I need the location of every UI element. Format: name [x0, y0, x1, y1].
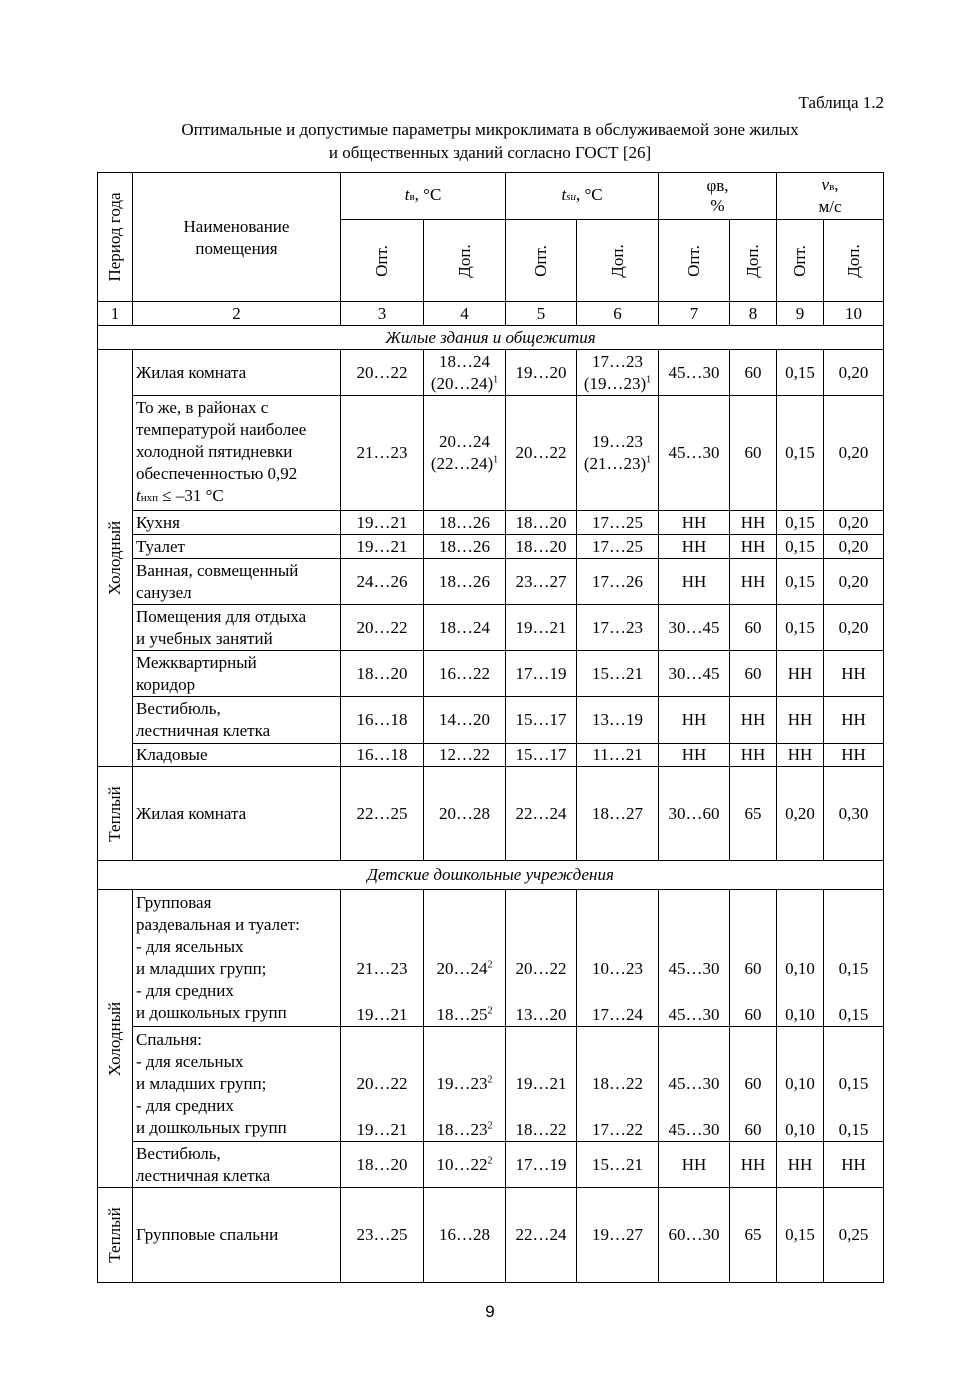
- cell: НН: [659, 1142, 730, 1188]
- cell: 0,15: [777, 535, 824, 559]
- table-row: [98, 511, 884, 535]
- header-t-in: tв, °С: [341, 173, 506, 220]
- cell: 17…19: [506, 1142, 577, 1188]
- cell: 23…27: [506, 559, 577, 605]
- cell: НН: [659, 535, 730, 559]
- header-opt: Опт.: [341, 220, 424, 302]
- cell: НН: [659, 697, 730, 744]
- section-title: Детские дошкольные учреждения: [98, 861, 884, 890]
- cell: 18…26: [424, 535, 506, 559]
- header-dop: Доп.: [730, 220, 777, 302]
- period-cold: Холодный: [98, 350, 133, 767]
- cell: 60…30: [659, 1188, 730, 1283]
- header-dop: Доп.: [424, 220, 506, 302]
- cell: 18…27: [577, 767, 659, 861]
- room-name: То же, в районах с температурой наиболее холодной пятидневки обеспеченностью 0,92 tнхп ≤ –31 °С: [133, 396, 341, 511]
- column-number: 3: [341, 302, 424, 326]
- cell: 22…24: [506, 1188, 577, 1283]
- cell: 16…28: [424, 1188, 506, 1283]
- cell: НН: [824, 744, 884, 767]
- column-number: 7: [659, 302, 730, 326]
- column-numbers-row: [98, 302, 884, 326]
- cell: 0,10 0,10: [777, 890, 824, 1027]
- cell: НН: [777, 1142, 824, 1188]
- cell: $10\dots 22^2$: [424, 1142, 506, 1188]
- table-row: [98, 1142, 884, 1188]
- cell: 0,30: [824, 767, 884, 861]
- cell: 15…21: [577, 1142, 659, 1188]
- cell: 19…27: [577, 1188, 659, 1283]
- cell: 0,20: [824, 350, 884, 396]
- cell: 45…30: [659, 350, 730, 396]
- cell: 10…23 17…24: [577, 890, 659, 1027]
- table-title-line-1: Оптимальные и допустимые параметры микроклимата в обслуживаемой зоне жилых: [181, 120, 799, 139]
- room-name: Вестибюль, лестничная клетка: [133, 1142, 341, 1188]
- cell: НН: [730, 697, 777, 744]
- room-name: Кухня: [133, 511, 341, 535]
- table-title-line-2: и общественных зданий согласно ГОСТ [26]: [328, 143, 652, 162]
- cell: 0,25: [824, 1188, 884, 1283]
- header-t-su: tsu, °С: [506, 173, 659, 220]
- table-row: [98, 559, 884, 605]
- cell: НН: [730, 511, 777, 535]
- cell: 18…26: [424, 511, 506, 535]
- header-opt: Опт.: [506, 220, 577, 302]
- cell: 0,15: [777, 350, 824, 396]
- cell: 16…18: [341, 744, 424, 767]
- header-humidity: φв, %: [659, 173, 777, 220]
- cell: 14…20: [424, 697, 506, 744]
- cell: НН: [824, 1142, 884, 1188]
- cell: 24…26: [341, 559, 424, 605]
- cell: 21…23 19…21: [341, 890, 424, 1027]
- cell: 21…23: [341, 396, 424, 511]
- cell: 17…19: [506, 651, 577, 697]
- cell: НН: [659, 511, 730, 535]
- cell: 0,20: [777, 767, 824, 861]
- cell: НН: [659, 559, 730, 605]
- column-number: 9: [777, 302, 824, 326]
- period-warm: Теплый: [98, 1188, 133, 1283]
- cell: 0,15: [777, 1188, 824, 1283]
- room-name: Групповая раздевальная и туалет: - для ясельных и младших групп; - для средних и дошкольных групп: [133, 890, 341, 1027]
- cell: 20…22: [341, 350, 424, 396]
- table-row: [98, 350, 884, 396]
- period-cold: Холодный: [98, 890, 133, 1188]
- cell: 19…21: [341, 535, 424, 559]
- page-number: 9: [485, 1302, 495, 1321]
- period-warm: Теплый: [98, 767, 133, 861]
- cell: 17…23 (19…23)$^1$: [577, 350, 659, 396]
- room-name: Жилая комната: [133, 767, 341, 861]
- cell: 65: [730, 767, 777, 861]
- table-title: [97, 118, 883, 164]
- cell: 18…24: [424, 605, 506, 651]
- cell: 0,20: [824, 511, 884, 535]
- cell: 22…25: [341, 767, 424, 861]
- cell: 17…23: [577, 605, 659, 651]
- cell: 0,20: [824, 605, 884, 651]
- table-row: [98, 651, 884, 697]
- cell: 30…45: [659, 605, 730, 651]
- cell: 45…30 45…30: [659, 890, 730, 1027]
- header-period: Период года: [98, 173, 133, 302]
- section-row: [98, 326, 884, 350]
- cell: 60 60: [730, 1027, 777, 1142]
- cell: НН: [777, 744, 824, 767]
- header-opt: Опт.: [659, 220, 730, 302]
- cell: 18…24 (20…24)$^1$: [424, 350, 506, 396]
- cell: 20…24 (22…24)$^1$: [424, 396, 506, 511]
- room-name: Жилая комната: [133, 350, 341, 396]
- cell: НН: [730, 559, 777, 605]
- table-row: [98, 744, 884, 767]
- cell: 17…25: [577, 535, 659, 559]
- cell: НН: [730, 1142, 777, 1188]
- cell: 17…26: [577, 559, 659, 605]
- cell: 0,20: [824, 535, 884, 559]
- table-number: Таблица 1.2: [798, 93, 884, 112]
- table-row: [98, 605, 884, 651]
- cell: 23…25: [341, 1188, 424, 1283]
- column-number: 1: [98, 302, 133, 326]
- room-name: Туалет: [133, 535, 341, 559]
- cell: 19…21: [341, 511, 424, 535]
- room-name: Помещения для отдыха и учебных занятий: [133, 605, 341, 651]
- cell: НН: [824, 697, 884, 744]
- cell: 65: [730, 1188, 777, 1283]
- table-row: [98, 1188, 884, 1283]
- cell: 0,15 0,15: [824, 1027, 884, 1142]
- header-name: Наименование помещения: [133, 173, 341, 302]
- table-row: [98, 535, 884, 559]
- header-dop: Доп.: [824, 220, 884, 302]
- cell: 11…21: [577, 744, 659, 767]
- cell: 18…20: [506, 511, 577, 535]
- cell: $20\dots 24^2$ $18\dots 25^2$: [424, 890, 506, 1027]
- header-dop: Доп.: [577, 220, 659, 302]
- cell: НН: [730, 535, 777, 559]
- table-row: [98, 767, 884, 861]
- cell: 19…23 (21…23)$^1$: [577, 396, 659, 511]
- cell: 17…25: [577, 511, 659, 535]
- cell: 20…22: [341, 605, 424, 651]
- cell: 60: [730, 651, 777, 697]
- cell: 22…24: [506, 767, 577, 861]
- cell: 0,20: [824, 559, 884, 605]
- cell: 19…20: [506, 350, 577, 396]
- cell: 30…45: [659, 651, 730, 697]
- column-number: 6: [577, 302, 659, 326]
- room-name: Ванная, совмещенный санузел: [133, 559, 341, 605]
- cell: 30…60: [659, 767, 730, 861]
- cell: 15…17: [506, 697, 577, 744]
- cell: 0,10 0,10: [777, 1027, 824, 1142]
- room-name: Межквартирный коридор: [133, 651, 341, 697]
- cell: 12…22: [424, 744, 506, 767]
- cell: 20…22 19…21: [341, 1027, 424, 1142]
- room-name: Групповые спальни: [133, 1188, 341, 1283]
- cell: 15…17: [506, 744, 577, 767]
- cell: 20…28: [424, 767, 506, 861]
- cell: 0,20: [824, 396, 884, 511]
- room-name: Вестибюль, лестничная клетка: [133, 697, 341, 744]
- header-velocity: vв, м/с: [777, 173, 884, 220]
- cell: 18…20: [341, 1142, 424, 1188]
- cell: 45…30 45…30: [659, 1027, 730, 1142]
- cell: 19…21 18…22: [506, 1027, 577, 1142]
- cell: НН: [730, 744, 777, 767]
- cell: 16…18: [341, 697, 424, 744]
- cell: 0,15: [777, 511, 824, 535]
- cell: 18…26: [424, 559, 506, 605]
- microclimate-table: [97, 172, 884, 1283]
- cell: 15…21: [577, 651, 659, 697]
- cell: 0,15: [777, 396, 824, 511]
- cell: $19\dots 23^2$ $18\dots 23^2$: [424, 1027, 506, 1142]
- header-row-1: [98, 173, 884, 220]
- cell: 60: [730, 396, 777, 511]
- table-row: [98, 890, 884, 1027]
- section-title: Жилые здания и общежития: [98, 326, 884, 350]
- cell: 20…22: [506, 396, 577, 511]
- cell: 60: [730, 350, 777, 396]
- room-name: Кладовые: [133, 744, 341, 767]
- cell: 13…19: [577, 697, 659, 744]
- cell: 0,15 0,15: [824, 890, 884, 1027]
- section-row: [98, 861, 884, 890]
- cell: 0,15: [777, 605, 824, 651]
- cell: 19…21: [506, 605, 577, 651]
- cell: 18…20: [341, 651, 424, 697]
- table-row: [98, 1027, 884, 1142]
- cell: 0,15: [777, 559, 824, 605]
- cell: 60 60: [730, 890, 777, 1027]
- column-number: 5: [506, 302, 577, 326]
- cell: 16…22: [424, 651, 506, 697]
- table-row: [98, 396, 884, 511]
- cell: 45…30: [659, 396, 730, 511]
- column-number: 10: [824, 302, 884, 326]
- cell: 20…22 13…20: [506, 890, 577, 1027]
- room-name: Спальня: - для ясельных и младших групп; - для средних и дошкольных групп: [133, 1027, 341, 1142]
- cell: НН: [659, 744, 730, 767]
- table-row: [98, 697, 884, 744]
- column-number: 8: [730, 302, 777, 326]
- cell: НН: [777, 697, 824, 744]
- cell: 18…20: [506, 535, 577, 559]
- column-number: 2: [133, 302, 341, 326]
- header-opt: Опт.: [777, 220, 824, 302]
- cell: НН: [777, 651, 824, 697]
- cell: 18…22 17…22: [577, 1027, 659, 1142]
- cell: 60: [730, 605, 777, 651]
- column-number: 4: [424, 302, 506, 326]
- cell: НН: [824, 651, 884, 697]
